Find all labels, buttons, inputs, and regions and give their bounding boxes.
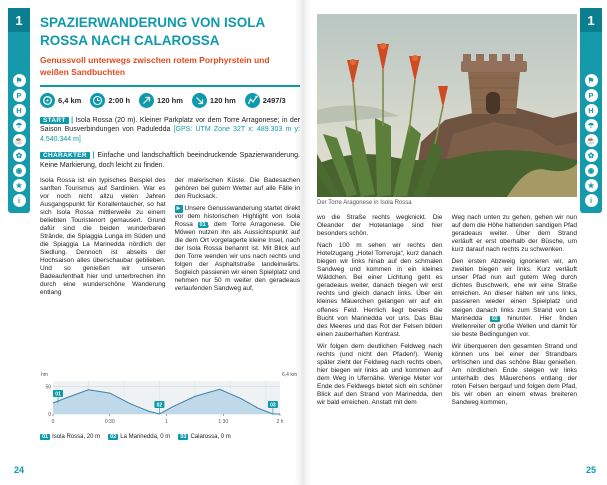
svg-text:hm: hm <box>41 371 48 378</box>
right-page-body <box>317 214 577 456</box>
start-info <box>40 116 300 145</box>
descent-value: 120 hm <box>209 95 236 105</box>
duration-stat <box>90 93 130 108</box>
parking-icon: P <box>585 89 598 102</box>
text-column-4 <box>452 214 578 456</box>
svg-text:1:30: 1:30 <box>218 418 229 425</box>
chart-caption <box>40 434 300 441</box>
route-start-icon: ▶ <box>176 205 181 212</box>
photo-figure <box>317 14 577 206</box>
body-paragraph: Weg nach unten zu gehen, gehen wir nun auf dem die Höhe haltenden sandigen Pfad geradeaus weiter. Über dem Strand verläuft er erst oberhalb der Büsche, um kurz darauf nach rechts zu schwenken. <box>451 214 577 254</box>
route-header <box>40 14 300 87</box>
parking-icon: P <box>13 89 26 102</box>
photo-caption: Der Torre Aragonese in Isola Rossa <box>317 200 412 206</box>
descent-stat <box>192 93 236 108</box>
highlight-icon: ★ <box>585 179 598 192</box>
svg-text:0:30: 0:30 <box>104 418 115 425</box>
svg-text:1: 1 <box>165 418 168 425</box>
distance-icon <box>40 93 55 108</box>
charakter-divider: | <box>92 151 95 159</box>
gps-track-stat <box>245 93 286 108</box>
body-paragraph: der malerischen Küste. Die Badesachen gehören bei gutem Wetter auf alle Fälle in den Rucksack. <box>174 176 300 200</box>
start-label: START <box>40 117 69 125</box>
charakter-label: CHARAKTER <box>40 152 90 160</box>
left-page-body <box>40 177 300 363</box>
flag-icon: ⚑ <box>585 74 598 87</box>
svg-text:50: 50 <box>45 384 51 391</box>
waypoint-marker-02: 02 <box>491 315 498 322</box>
page-right <box>303 0 607 485</box>
refreshment-icon: ☕ <box>13 134 26 147</box>
duration-icon <box>90 93 105 108</box>
route-strip-right <box>580 8 602 213</box>
route-number-badge: 1 <box>580 8 602 32</box>
body-paragraph: Nach 100 m sehen wir rechts den Hotelzugang „Hotel Torreruja“, kurz danach biegen wir links hinab auf den schmalen Sandweg und kommen in ein kleines Wäldchen. Bei einer Lichtung geht es geradeaus weiter, danach biegen wir erst rechts und gleich danach links. Über ein kleines Mäuerchen gelangen wir auf ein offenes Feld. Herrlich liegt bereits die Bucht von Marinedda vor uns. Das Blau des Meeres und das Rot der Felsen bilden einen zauberhaften Kontrast. <box>317 242 443 338</box>
highlight-icon: ★ <box>13 179 26 192</box>
header-rule <box>40 85 300 87</box>
chart-caption-item: 02 La Marinedda, 0 m <box>110 433 171 440</box>
route-title: SPAZIERWANDERUNG VON ISOLA ROSSA NACH CALAROSSA <box>40 15 265 48</box>
page-number-left: 24 <box>14 465 25 475</box>
waypoint-marker-01: 01 <box>199 221 206 228</box>
body-paragraph: ▶ Unsere Genusswanderung startet direkt vor dem historischen Highlight von Isola Rossa 01 , dem Torre Arragonese. Die Möwen nutzen ihn als Aussichtspunkt auf die dem Ort vorgelagerte kleine Insel, nach der Isola Rossa benannt ist. Mit Blick auf den Torre wenden wir uns nach rechts und folgen der Asphaltstraße landeinwärts. Sogleich passieren wir einen Spielplatz und nehmen nur 50 m weiter den geradeaus verlaufenden Sandweg auf, <box>174 204 300 293</box>
left-page-content <box>40 14 300 440</box>
page-left <box>0 0 303 485</box>
svg-text:2 h: 2 h <box>276 418 284 425</box>
svg-text:02: 02 <box>156 402 163 409</box>
route-strip-left <box>8 8 30 213</box>
charakter-info <box>40 151 300 171</box>
svg-text:0: 0 <box>48 411 51 418</box>
bus-icon: H <box>13 104 26 117</box>
text-column-2 <box>175 177 301 363</box>
chart-caption-item: 03 Calarossa, 0 m <box>180 433 231 440</box>
body-paragraph: Den ersten Abzweig ignorieren wir, am zweiten biegen wir links. Kurz verläuft unser Pfad nun auf gutem Weg durch dichtes Buschwerk, ehe wir eine Straße erreichen. An dieser halten wir uns links, passieren wieder einen Spielplatz und steigen danach links zum Strand von La Marinedda 02 hinunter. Hier finden Wellenreiter oft große Wellen und damit für sie beste Bedingungen vor. <box>451 258 577 338</box>
elevation-profile <box>40 369 300 430</box>
text-column-3 <box>317 214 443 456</box>
bus-icon: H <box>585 104 598 117</box>
right-page-content <box>317 14 577 456</box>
waypoint-marker-01: 01 <box>42 433 49 440</box>
distance-value: 6,4 km <box>58 95 82 105</box>
info-icon: i <box>585 194 598 207</box>
gps-track-value: 2497/3 <box>262 95 286 105</box>
duration-value: 2:00 h <box>108 95 131 105</box>
svg-text:01: 01 <box>55 391 61 398</box>
gps-track-icon <box>245 93 260 108</box>
ascent-stat <box>139 93 183 108</box>
route-subtitle: Genussvoll unterwegs zwischen rotem Porphyrstein und weißen Sandbuchten <box>40 55 270 77</box>
body-paragraph: Isola Rossa ist ein typisches Beispiel des sanften Tourismus auf Sardinien. War es vor noch nicht allzu vielen Jahren Ausgangspunkt für Korallentaucher, so hat sich Isola Rossa mittlerweile zu einem beliebten Touristenort gemausert. Grund dafür sind die beiden wunderbaren Strände, die Spiaggia Lunga im Süden und die Spiaggia La Marinedda nördlich der Siedlung. Dennoch ist abseits der Hochsaison alles überschaubar geblieben. Und so genießen wir unseren Badeaufenthalt hier und unterbrechen ihn durch eine wunderschöne Wanderung entlang <box>40 176 166 297</box>
waypoint-marker-03: 03 <box>180 433 187 440</box>
route-infobox <box>40 116 300 171</box>
body-paragraph: wo die Straße rechts wegknickt. Die Oleander der Hotelanlage sind hier besonders schön. <box>317 214 443 238</box>
route-number-badge: 1 <box>8 8 30 32</box>
svg-text:03: 03 <box>270 402 276 409</box>
viewpoint-icon: ◉ <box>585 164 598 177</box>
distance-stat <box>40 93 81 108</box>
waypoint-marker-02: 02 <box>110 433 117 440</box>
feature-icon-column <box>13 74 26 207</box>
page-number-right: 25 <box>585 465 596 475</box>
beach-icon: ☂ <box>13 119 26 132</box>
beach-icon: ☂ <box>585 119 598 132</box>
body-paragraph: Wir überqueren den gesamten Strand und können uns bei einer der Strandbars erfrischen und das schöne Blau genießen. Am nördlichen Ende steigen wir links unterhalb des Mäuerchens entlang der roten Felsen bergauf und folgen dem Pfad, bis wir oben an einem etwas breiteren Sandweg kommen, <box>451 342 577 407</box>
refreshment-icon: ☕ <box>585 134 598 147</box>
svg-text:0: 0 <box>51 418 55 425</box>
flora-icon: ✿ <box>13 149 26 162</box>
ascent-value: 120 hm <box>157 95 183 105</box>
start-divider: | <box>71 116 74 124</box>
info-icon: i <box>13 194 26 207</box>
text-column-1 <box>40 177 166 363</box>
body-paragraph: Wir folgen dem deutlichen Feldweg nach rechts (und nicht den Pfaden!). Wenig später zieht der Feldweg nach rechts oben, hier biegen wir links ab und kommen auf dem Weg in Ufernähe. Wenige Meter vor Ende des Feldwegs bietet sich ein schöner Blick auf den Strand von Marinedda, den wir bald erreichen. Anstatt mit dem <box>317 342 443 407</box>
start-text: Isola Rossa (20 m). Kleiner Parkplatz vor dem Torre Arragonese; in der Saison Busverbindungen von Paduledda <box>40 116 300 134</box>
charakter-text: Einfache und landschaftlich beeindruckende Spazierwanderung. Keine Markierung, doch leicht zu finden. <box>40 151 300 169</box>
photo-torre-aragonese <box>317 14 577 197</box>
start-gps: [GPS: UTM Zone 32T x: 489.303 m y: 4.540.344 m] <box>40 126 300 144</box>
stats-row <box>40 93 300 108</box>
viewpoint-icon: ◉ <box>13 164 26 177</box>
descent-icon <box>192 93 207 108</box>
flora-icon: ✿ <box>585 149 598 162</box>
feature-icon-column <box>585 74 598 207</box>
elevation-profile-chart <box>40 369 298 425</box>
svg-text:6,4 km: 6,4 km <box>281 371 297 378</box>
ascent-icon <box>139 93 154 108</box>
chart-caption-item: 01 Isola Rossa, 20 m <box>42 433 101 440</box>
flag-icon: ⚑ <box>13 74 26 87</box>
